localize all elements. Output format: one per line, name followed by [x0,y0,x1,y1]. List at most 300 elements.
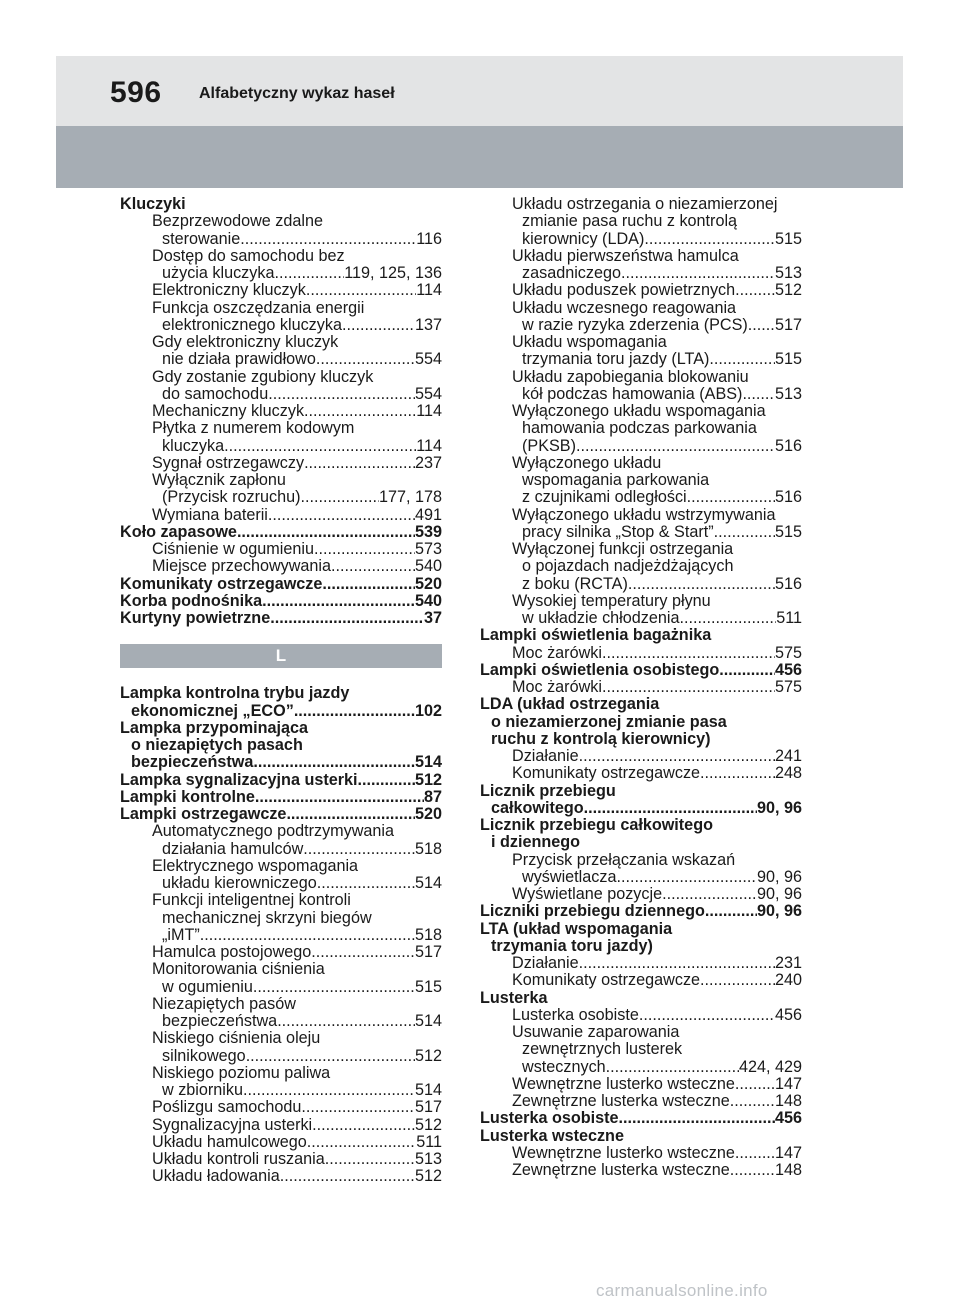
index-entry [480,921,802,938]
index-subentry [120,403,442,420]
index-entry [480,662,802,679]
index-subentry [480,386,802,403]
page-reference: 517 [414,1098,442,1117]
dot-leader [240,231,416,248]
page-reference: 513 [774,264,802,282]
index-subentry [120,420,442,437]
page-reference: 515 [774,522,802,541]
entry-text: (Przycisk rozruchu) [162,488,301,507]
dot-leader [306,282,416,299]
page-reference: 511 [416,1132,442,1151]
entry-text: Lampki kontrolne [120,787,255,806]
dot-leader [358,772,415,789]
dot-leader [301,1099,415,1116]
entry-text: Lusterka wsteczne [480,1126,624,1145]
dot-leader [237,524,415,541]
index-subentry [120,961,442,978]
index-subentry [480,869,802,886]
dot-leader [301,489,379,506]
entry-text: zasadniczego [522,264,621,282]
index-subentry [120,1168,442,1185]
entry-text: wstecznych [522,1057,606,1076]
index-subentry [120,386,442,403]
page-reference: 424, 429 [738,1057,802,1076]
entry-text: Kurtyny powietrzne [120,609,271,627]
index-subentry [480,852,802,869]
index-subentry [480,420,802,437]
page-reference: 516 [774,574,802,593]
page-reference: 575 [774,678,802,696]
index-subentry [120,754,442,771]
index-subentry [120,841,442,858]
dot-leader [662,886,757,903]
index-subentry [480,610,802,627]
entry-text: LTA (układ wspomagania [480,919,673,938]
index-subentry [120,1082,442,1099]
entry-text: Sygnalizacyjna usterki [152,1115,313,1134]
page-reference: 516 [774,436,802,455]
entry-text: Lusterka osobiste [480,1109,619,1128]
index-subentry [480,300,802,317]
header-bar [56,56,903,126]
index-subentry [120,369,442,386]
index-subentry [120,1013,442,1030]
index-subentry [120,489,442,506]
entry-text: Działanie [512,747,579,765]
index-subentry [480,1162,802,1179]
index-entry [480,1110,802,1127]
page-reference: 148 [774,1161,802,1179]
index-subentry [120,438,442,455]
entry-text: kół podczas hamowania (ABS) [522,384,743,403]
dot-leader [312,1117,415,1134]
entry-text: w zbiorniku [162,1081,243,1099]
index-subentry [480,403,802,420]
entry-text: Lampki oświetlenia osobistego [480,660,720,679]
index-entry [120,196,442,213]
page-reference: 517 [774,315,802,334]
index-subentry [480,1024,802,1041]
entry-text: Poślizgu samochodu [152,1098,302,1117]
dot-leader [735,282,775,299]
dot-leader [700,765,775,782]
index-subentry [120,472,442,489]
index-subentry [480,1041,802,1058]
dot-leader [709,351,775,368]
entry-text: Działanie [512,954,579,972]
index-subentry [480,369,802,386]
dot-leader [314,541,415,558]
dot-leader [687,489,775,506]
index-entry [480,783,802,800]
page-reference: 512 [414,1046,442,1065]
entry-text: Lampka kontrolna trybu jazdy [120,684,350,703]
entry-text: Lusterka [480,988,548,1007]
page-reference: 116 [416,229,442,248]
entry-text: Liczniki przebiegu dziennego [480,902,705,921]
page-reference: 517 [414,943,442,961]
dot-leader [331,558,415,575]
page-title: Alfabetyczny wykaz haseł [199,85,395,102]
index-subentry [120,265,442,282]
index-entry [120,576,442,593]
entry-text: bezpieczeństwa [162,1012,278,1030]
index-subentry [480,541,802,558]
index-entry [480,990,802,1007]
index-subentry [480,317,802,334]
page-reference: 231 [774,954,802,972]
index-subentry [480,489,802,506]
page-reference: 515 [774,350,802,369]
entry-text: Usuwanie zaparowania [512,1023,680,1041]
index-subentry [120,1030,442,1047]
page-reference: 147 [774,1143,802,1162]
entry-text: Funkcji inteligentnej kontroli [152,891,351,910]
page-reference: 148 [774,1092,802,1110]
entry-text: hamowania podczas parkowania [522,419,757,438]
entry-text: Funkcja oszczędzania energii [152,298,365,317]
page-reference: 87 [423,787,442,806]
page-reference: 114 [416,281,442,300]
page-reference: 240 [774,971,802,990]
dot-leader [307,1134,416,1151]
entry-text: Miejsce przechowywania [152,557,332,576]
index-subentry [480,334,802,351]
entry-text: z boku (RCTA) [522,574,628,593]
index-subentry [480,472,802,489]
index-subentry [120,1151,442,1168]
index-subentry [120,507,442,524]
index-subentry [480,1007,802,1024]
index-subentry [480,507,802,524]
entry-text: „iMT” [162,925,200,944]
dot-leader [719,662,775,679]
page-reference: 512 [414,1167,442,1186]
index-subentry [120,737,442,754]
page-reference: 513 [414,1150,442,1168]
dot-leader [325,1151,415,1168]
entry-text: Moc żarówki [512,643,602,662]
entry-text: układu kierowniczego [162,874,317,892]
entry-text: Wyświetlane pozycje [512,885,663,903]
entry-text: całkowitego [491,798,584,817]
index-entry [120,772,442,789]
entry-text: Wyłączonego układu wstrzymywania [512,505,776,524]
index-subentry [480,351,802,368]
entry-text: LDA (układ ostrzegania [480,695,660,714]
entry-text: nie działa prawidłowo [162,350,316,369]
page-reference: 90, 96 [756,885,802,903]
entry-text: bezpieczeństwa [131,753,254,772]
page-reference: 518 [414,925,442,944]
entry-text: Bezprzewodowe zdalne [152,212,323,231]
index-subentry [480,1059,802,1076]
dot-leader [735,1145,775,1162]
entry-text: Komunikaty ostrzegawcze [512,764,701,783]
entry-text: Niskiego ciśnienia oleju [152,1029,321,1048]
entry-text: Przycisk przełączania wskazań [512,850,736,869]
index-subentry [120,317,442,334]
entry-text: zewnętrznych lusterek [522,1040,683,1059]
index-subentry [120,231,442,248]
dot-leader [679,610,776,627]
page-reference: 516 [774,488,802,507]
dot-leader [200,927,415,944]
entry-text: Komunikaty ostrzegawcze [120,574,323,593]
index-subentry [120,334,442,351]
index-subentry [120,996,442,1013]
entry-text: w układzie chłodzenia [522,609,680,627]
index-subentry [480,645,802,662]
entry-text: Układu pierwszeństwa hamulca [512,246,739,265]
dot-leader [730,1093,775,1110]
dot-leader [303,841,415,858]
entry-text: Elektroniczny kluczyk [152,281,306,300]
entry-text: Koło zapasowe [120,522,237,541]
entry-text: Wyłączonej funkcji ostrzegania [512,540,734,558]
dot-leader [748,317,775,334]
entry-text: sterowanie [162,229,241,248]
dot-leader [311,944,415,961]
dot-leader [579,748,775,765]
dot-leader [700,972,775,989]
page-reference: 554 [414,384,442,403]
index-entry [480,1128,802,1145]
index-entry [480,903,802,920]
index-entry [120,593,442,610]
entry-text: Licznik przebiegu całkowitego [480,816,713,834]
index-subentry [480,938,802,955]
page-reference: 237 [414,453,442,472]
entry-text: Lampka sygnalizacyjna usterki [120,770,358,789]
entry-text: w razie ryzyka zderzenia (PCS) [522,315,748,334]
index-subentry [480,213,802,230]
dot-leader [714,524,775,541]
dot-leader [742,386,775,403]
dot-leader [286,806,415,823]
entry-text: Kluczyki [120,195,186,213]
entry-text: Układu poduszek powietrznych [512,281,736,300]
index-subentry [480,834,802,851]
dot-leader [602,645,775,662]
entry-text: silnikowego [162,1046,246,1065]
page-reference: 177, 178 [378,488,442,507]
page-reference: 114 [416,436,442,455]
dot-leader [268,386,415,403]
page-reference: 540 [414,557,442,576]
entry-text: Układu wspomagania [512,333,667,351]
entry-text: trzymania toru jazdy) [491,936,653,955]
entry-text: o niezamierzonej zmianie pasa [491,712,727,731]
entry-text: trzymania toru jazdy (LTA) [522,350,710,369]
entry-text: Zewnętrzne lusterka wsteczne [512,1092,730,1110]
index-subentry [480,576,802,593]
page-reference: 514 [414,874,442,892]
dot-leader [262,593,415,610]
index-subentry [120,1117,442,1134]
index-subentry [120,300,442,317]
page-reference: 90, 96 [756,798,802,817]
index-subentry [120,892,442,909]
page-reference: 456 [774,1109,802,1128]
index-subentry [480,1093,802,1110]
index-subentry [120,455,442,472]
index-entry [480,696,802,713]
page-reference: 514 [414,753,442,772]
index-subentry [120,558,442,575]
entry-text: Układu kontroli ruszania [152,1150,325,1168]
entry-text: elektronicznego kluczyka [162,315,342,334]
dot-leader [606,1059,739,1076]
dot-leader [576,438,775,455]
index-subentry [120,1065,442,1082]
entry-text: Automatycznego podtrzymywania [152,822,395,841]
section-header: L [120,644,442,668]
entry-text: Elektrycznego wspomagania [152,856,359,875]
page-reference: 520 [414,805,442,823]
index-subentry [120,248,442,265]
entry-text: wyświetlacza [522,867,617,886]
index-subentry [480,196,802,213]
index-entry [120,610,442,627]
index-subentry [120,541,442,558]
index-entry [120,806,442,823]
entry-text: Niezapiętych pasów [152,994,296,1013]
dot-leader [304,455,415,472]
page-reference: 514 [414,1012,442,1030]
entry-text: Monitorowania ciśnienia [152,960,325,979]
index-subentry [480,265,802,282]
entry-text: zmianie pasa ruchu z kontrolą [522,212,738,231]
entry-text: Układu wczesnego reagowania [512,298,737,317]
entry-text: Układu ostrzegania o niezamierzonej [512,195,778,213]
index-subentry [480,248,802,265]
index-subentry [480,282,802,299]
index-subentry [120,910,442,927]
index-subentry [480,593,802,610]
dot-leader [602,679,775,696]
dot-leader [579,955,775,972]
watermark: carmanualsonline.info [596,1281,768,1300]
header-band [56,126,903,188]
index-subentry [480,765,802,782]
dot-leader [270,610,424,627]
entry-text: Niskiego poziomu paliwa [152,1063,331,1082]
entry-text: działania hamulców [162,839,304,858]
index-entry [120,685,442,702]
dot-leader [253,754,415,771]
dot-leader [246,1048,415,1065]
entry-text: Wymiana baterii [152,505,268,524]
index-subentry [120,927,442,944]
entry-text: Licznik przebiegu [480,781,616,800]
entry-text: Korba podnośnika [120,591,263,610]
index-subentry [120,823,442,840]
index-subentry [480,731,802,748]
index-subentry [480,800,802,817]
entry-text: i dziennego [491,833,581,852]
dot-leader [322,576,415,593]
entry-text: Lusterka osobiste [512,1005,639,1024]
page-reference: 37 [423,609,442,627]
page-reference: 119, 125, 136 [344,264,442,282]
index-subentry [480,748,802,765]
entry-text: Ciśnienie w ogumieniu [152,540,314,558]
page-reference: 511 [776,609,802,627]
dot-leader [255,789,424,806]
entry-text: pracy silnika „Stop & Start” [522,522,714,541]
entry-text: o niezapiętych pasach [131,736,303,754]
index-subentry [120,944,442,961]
index-subentry [480,558,802,575]
page-reference: 456 [774,1005,802,1024]
dot-leader [639,1007,775,1024]
entry-text: Wyłączonego układu wspomagania [512,402,766,420]
dot-leader [619,1110,775,1127]
dot-leader [316,351,415,368]
dot-leader [342,317,415,334]
entry-text: Układu ładowania [152,1167,280,1186]
index-column-left [120,196,442,1186]
dot-leader [317,875,415,892]
dot-leader [294,703,415,720]
entry-text: Gdy zostanie zgubiony kluczyk [152,367,374,386]
page-reference: 90, 96 [756,867,802,886]
index-subentry [480,1145,802,1162]
index-subentry [120,1048,442,1065]
entry-text: użycia kluczyka [162,264,275,282]
index-subentry [480,714,802,731]
dot-leader [277,1013,415,1030]
entry-text: Układu zapobiegania blokowaniu [512,367,749,386]
entry-text: Sygnał ostrzegawczy [152,453,305,472]
page-reference: 137 [414,315,442,334]
index-subentry [120,1134,442,1151]
index-subentry [120,282,442,299]
index-subentry [480,955,802,972]
page-reference: 554 [414,350,442,369]
page-reference: 540 [414,591,442,610]
index-subentry [480,455,802,472]
dot-leader [735,1076,775,1093]
dot-leader [705,903,757,920]
index-subentry [120,1099,442,1116]
index-column-right [480,196,802,1179]
index-entry [120,720,442,737]
page-reference: 102 [414,701,442,720]
entry-text: ruchu z kontrolą kierownicy) [491,729,711,748]
page-reference: 518 [414,839,442,858]
index-subentry [120,979,442,996]
dot-leader [304,403,416,420]
entry-text: w ogumieniu [162,977,253,996]
page-reference: 114 [416,402,442,420]
entry-text: do samochodu [162,384,269,403]
index-subentry [120,213,442,230]
entry-text: Lampki oświetlenia bagażnika [480,626,712,645]
index-subentry [480,231,802,248]
dot-leader [224,438,416,455]
page-reference: 539 [414,522,442,541]
entry-text: Układu hamulcowego [152,1132,307,1151]
index-entry [120,524,442,541]
entry-text: Wyłączonego układu [512,453,662,472]
dot-leader [628,576,775,593]
page-reference: 147 [774,1074,802,1093]
entry-text: Moc żarówki [512,678,602,696]
index-subentry [480,438,802,455]
page-reference: 575 [774,643,802,662]
